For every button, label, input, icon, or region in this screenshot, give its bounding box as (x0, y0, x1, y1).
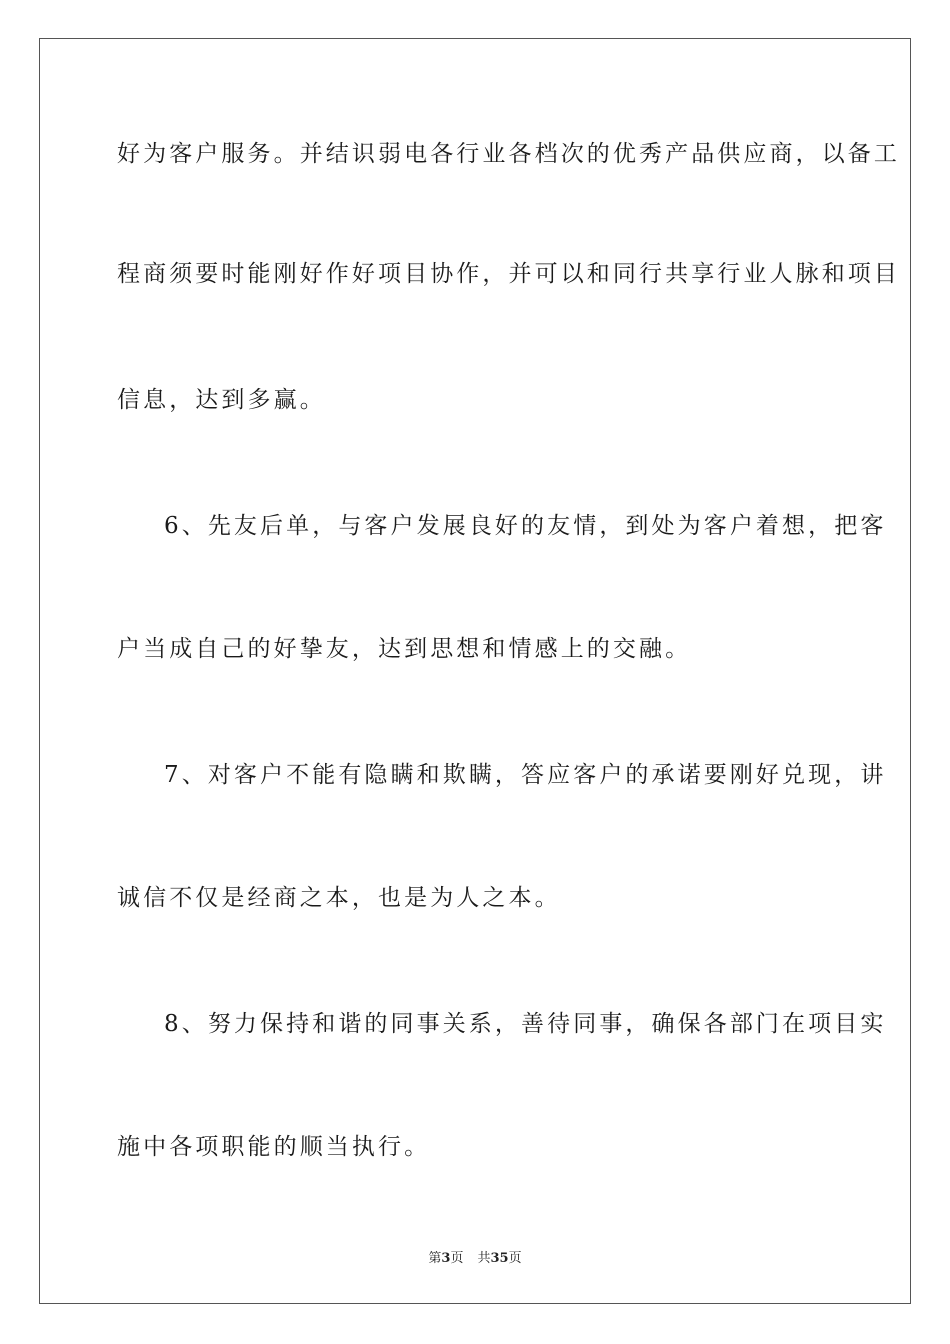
text-line: 户当成自己的好挚友，达到思想和情感上的交融。 (117, 636, 692, 662)
footer-total-pages: 35 (490, 1251, 509, 1266)
footer-total-prefix: 共 (477, 1251, 491, 1266)
text-line: 信息，达到多赢。 (117, 387, 326, 413)
text-line: 6、先友后单，与客户发展良好的友情，到处为客户着想，把客 (164, 513, 887, 539)
page-footer (0, 1247, 950, 1266)
text-line: 8、努力保持和谐的同事关系，善待同事，确保各部门在项目实 (164, 1011, 887, 1037)
footer-page-prefix: 第 (428, 1251, 442, 1266)
text-line: 施中各项职能的顺当执行。 (117, 1134, 431, 1160)
footer-page-suffix: 页 (450, 1251, 464, 1266)
text-line: 程商须要时能刚好作好项目协作，并可以和同行共享行业人脉和项目 (117, 261, 900, 287)
text-line: 7、对客户不能有隐瞒和欺瞒，答应客户的承诺要刚好兑现，讲 (164, 762, 887, 788)
text-line: 诚信不仅是经商之本，也是为人之本。 (117, 885, 561, 911)
footer-page-number: 3 (441, 1251, 451, 1266)
text-line: 好为客户服务。并结识弱电各行业各档次的优秀产品供应商，以备工 (117, 141, 900, 167)
page-frame (39, 38, 911, 1304)
footer-total-suffix: 页 (508, 1251, 522, 1266)
